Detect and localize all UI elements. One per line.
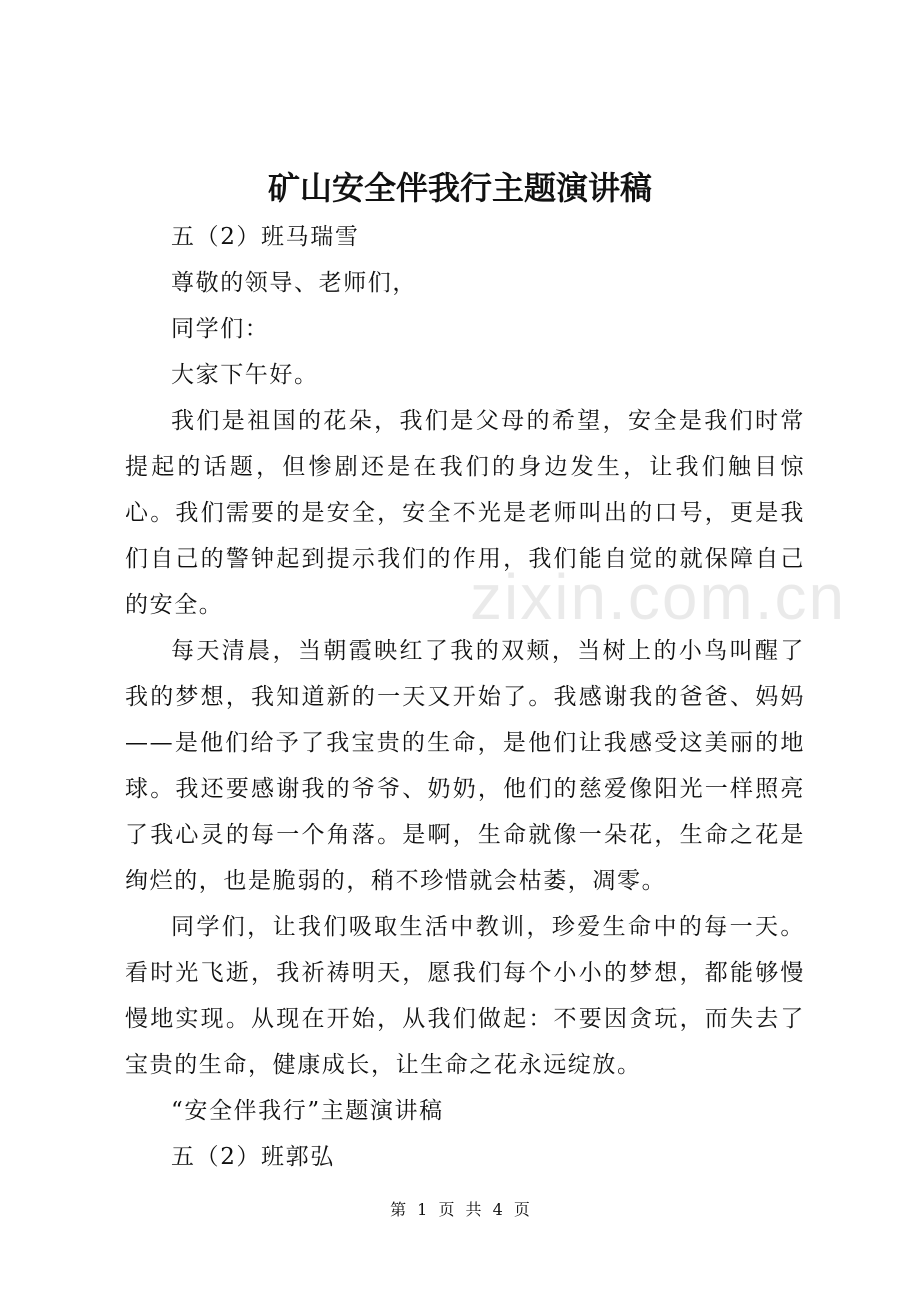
- document-body: [125, 214, 805, 1180]
- document-title: 矿山安全伴我行主题演讲稿: [267, 169, 652, 207]
- author-line: 五（2）班马瑞雪: [171, 224, 360, 250]
- second-author-line: 五（2）班郭弘: [171, 1144, 335, 1170]
- salutation-leaders: 尊敬的领导、老师们，: [171, 270, 417, 296]
- watermark: zixin.com.cn: [470, 561, 847, 633]
- body-paragraph: 每天清晨，当朝霞映红了我的双颊，当树上的小鸟叫醒了我的梦想，我知道新的一天又开始了。我感谢我的爸爸、妈妈——是他们给予了我宝贵的生命，是他们让我感受这美丽的地球。我还要感谢我的爷爷、奶奶，他们的慈爱像阳光一样照亮了我心灵的每一个角落。是啊，生命就像一朵花，生命之花是绚烂的，也是脆弱的，稍不珍惜就会枯萎，凋零。: [125, 638, 805, 894]
- salutation-students: 同学们：: [171, 316, 270, 342]
- second-speech-title: “安全伴我行”主题演讲稿: [171, 1098, 444, 1124]
- greeting: 大家下午好。: [171, 362, 319, 388]
- page-footer: 第 1 页 共 4 页: [390, 1200, 530, 1219]
- body-paragraph: 同学们，让我们吸取生活中教训，珍爱生命中的每一天。看时光飞逝，我祈祷明天，愿我们每个小小的梦想，都能够慢慢地实现。从现在开始，从我们做起：不要因贪玩，而失去了宝贵的生命，健康成长，让生命之花永远绽放。: [125, 914, 805, 1078]
- body-paragraph: 我们是祖国的花朵，我们是父母的希望，安全是我们时常提起的话题，但惨剧还是在我们的身边发生，让我们触目惊心。我们需要的是安全，安全不光是老师叫出的口号，更是我们自己的警钟起到提示我们的作用，我们能自觉的就保障自己的安全。: [125, 408, 805, 618]
